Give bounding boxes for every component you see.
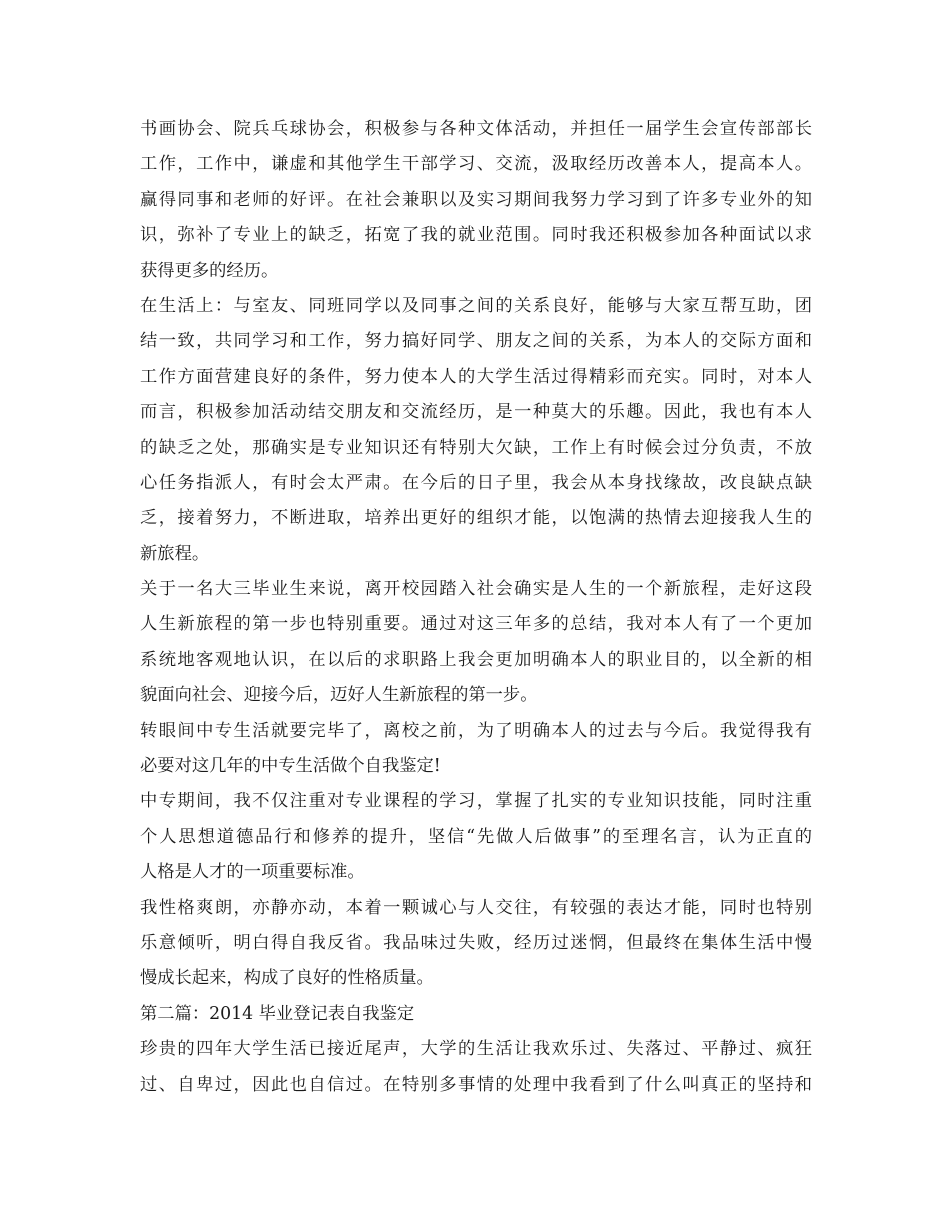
text-line: 关于一名大三毕业生来说，离开校园踏入社会确实是人生的一个新旅程，走好这段	[140, 579, 812, 600]
text-line: 在生活上：与室友、同班同学以及同事之间的关系良好，能够与大家互帮互助，团	[140, 295, 812, 316]
text-line: 乏，接着努力，不断进取，培养出更好的组织才能，以饱满的热情去迎接我人生的	[140, 508, 812, 529]
text-line: 人格是人才的一项重要标准。	[140, 862, 365, 883]
text-line: 赢得同事和老师的好评。在社会兼职以及实习期间我努力学习到了许多专业外的知	[140, 189, 812, 210]
text-line: 工作，工作中，谦虚和其他学生干部学习、交流，汲取经历改善本人，提高本人。	[140, 154, 812, 175]
text-line: 新旅程。	[140, 543, 210, 564]
text-line: 人生新旅程的第一步也特别重要。通过对这三年多的总结，我对本人有了一个更加	[140, 614, 812, 635]
text-line: 我性格爽朗，亦静亦动，本着一颗诚心与人交往，有较强的表达才能，同时也特别	[140, 897, 812, 918]
text-line: 工作方面营建良好的条件，努力使本人的大学生活过得精彩而充实。同时，对本人	[140, 366, 812, 387]
text-line: 乐意倾听，明白得自我反省。我品味过失败，经历过迷惘，但最终在集体生活中慢	[140, 932, 812, 953]
text-line: 貌面向社会、迎接今后，迈好人生新旅程的第一步。	[140, 685, 538, 706]
text-line: 而言，积极参加活动结交朋友和交流经历，是一种莫大的乐趣。因此，我也有本人	[140, 402, 812, 423]
text-line: 心任务指派人，有时会太严肃。在今后的日子里，我会从本身找缘故，改良缺点缺	[140, 472, 812, 493]
text-line: 过、自卑过，因此也自信过。在特别多事情的处理中我看到了什么叫真正的坚持和	[140, 1074, 812, 1095]
text-line: 必要对这几年的中专生活做个自我鉴定!	[140, 756, 441, 777]
document-body	[140, 112, 812, 1103]
text-line: 的缺乏之处，那确实是专业知识还有特别大欠缺，工作上有时候会过分负责，不放	[140, 437, 812, 458]
text-line: 个人思想道德品行和修养的提升，坚信“先做人后做事”的至理名言，认为正直的	[140, 826, 812, 847]
text-line: 慢成长起来，构成了良好的性格质量。	[140, 968, 434, 989]
text-line: 获得更多的经历。	[140, 260, 279, 281]
text-line: 结一致，共同学习和工作，努力搞好同学、朋友之间的关系，为本人的交际方面和	[140, 331, 812, 352]
text-line: 转眼间中专生活就要完毕了，离校之前，为了明确本人的过去与今后。我觉得我有	[140, 720, 812, 741]
text-line: 中专期间，我不仅注重对专业课程的学习，掌握了扎实的专业知识技能，同时注重	[140, 791, 812, 812]
text-line: 书画协会、院兵乓球协会，积极参与各种文体活动，并担任一届学生会宣传部部长	[140, 119, 812, 139]
text-line: 第二篇：2014 毕业登记表自我鉴定	[140, 1003, 415, 1024]
text-line: 系统地客观地认识，在以后的求职路上我会更加明确本人的职业目的，以全新的相	[140, 649, 812, 670]
text-line: 识，弥补了专业上的缺乏，拓宽了我的就业范围。同时我还积极参加各种面试以求	[140, 225, 812, 246]
text-line: 珍贵的四年大学生活已接近尾声，大学的生活让我欢乐过、失落过、平静过、疯狂	[140, 1039, 812, 1060]
